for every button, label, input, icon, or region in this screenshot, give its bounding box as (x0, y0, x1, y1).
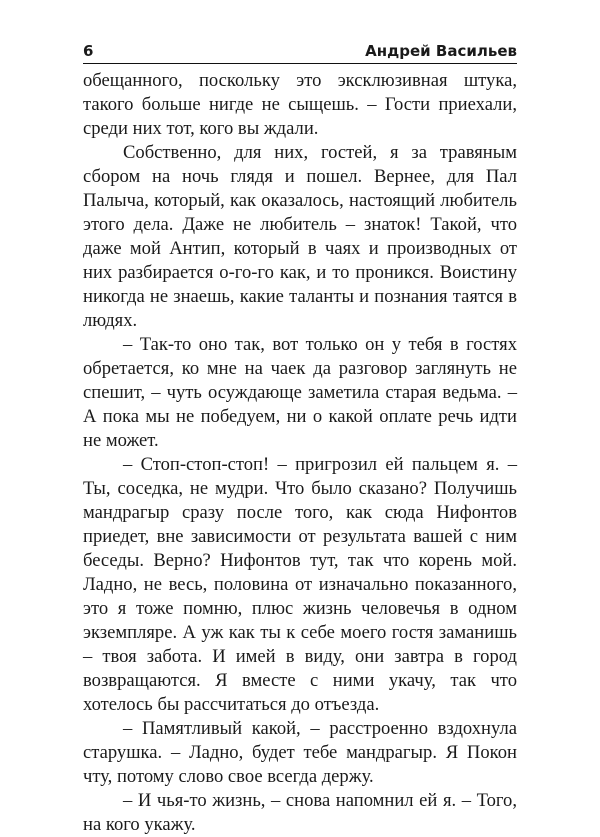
paragraph: – Так-то оно так, вот только он у тебя в гостях обретается, ко мне на чаек да разговор заглянуть не спешит, – чуть осуждающе заметила старая ведьма. – А пока мы не победуем, ни о какой оплате речь идти не может. (83, 334, 517, 451)
paragraph: Собственно, для них, гостей, я за травяным сбором на ночь глядя и пошел. Вернее, для Пал Палыча, который, как оказалось, настоящий любитель этого дела. Даже не любитель – знаток! Такой, что даже мой Антип, который в чаях и производных от них разбирается о-го-го как, и то проникся. Воистину никогда не знаешь, какие таланты и познания таятся в людях. (83, 142, 517, 331)
text-body (83, 69, 517, 837)
paragraph: – Стоп-стоп-стоп! – пригрозил ей пальцем я. – Ты, соседка, не мудри. Что было сказано? Получишь мандрагыр сразу после того, как сюда Нифонтов приедет, вне зависимости от результата вашей с ним беседы. Верно? Нифонтов тут, так что корень мой. Ладно, не весь, половина от изначально показанного, это я тоже помню, плюс жизнь человечья в одном экземпляре. А уж как ты к себе моего гостя заманишь – твоя забота. И имей в виду, они завтра в город возвращаются. Я вместе с ними укачу, так что хотелось бы рассчитаться до отъезда. (83, 454, 517, 715)
running-head (83, 42, 517, 64)
page-number: 6 (83, 42, 94, 60)
paragraph: – И чья-то жизнь, – снова напомнил ей я. – Того, на кого укажу. (83, 790, 517, 835)
paragraph: обещанного, поскольку это эксклюзивная штука, такого больше нигде не сыщешь. – Гости приехали, среди них тот, кого вы ждали. (83, 70, 517, 139)
paragraph: – Памятливый какой, – расстроенно вздохнула старушка. – Ладно, будет тебе мандрагыр. Я Покон чту, потому слово свое всегда держу. (83, 718, 517, 787)
header-rule (83, 63, 517, 64)
author-name: Андрей Васильев (365, 42, 517, 60)
